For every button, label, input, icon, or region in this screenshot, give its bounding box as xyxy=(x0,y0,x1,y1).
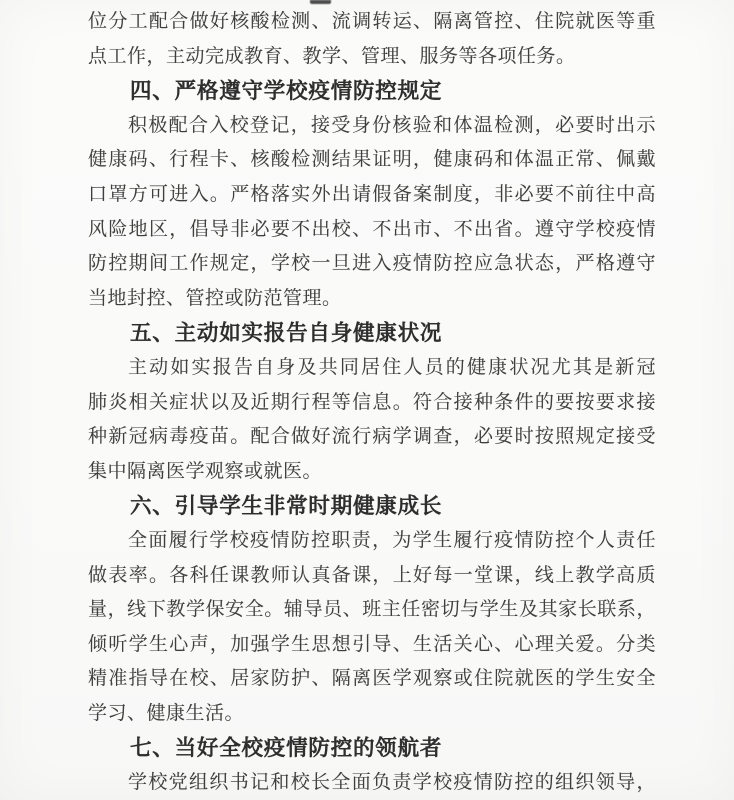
body-line: 点工作，主动完成教育、教学、管理、服务等各项任务。 xyxy=(88,45,576,67)
body-line: 肺炎相关症状以及近期行程等信息。符合接种条件的要按要求接 xyxy=(88,391,656,413)
section-heading-seven: 七、当好全校疫情防控的领航者 xyxy=(130,736,443,761)
body-line: 健康码、行程卡、核酸检测结果证明，健康码和体温正常、佩戴 xyxy=(88,149,656,171)
body-line: 倾听学生心声，加强学生思想引导、生活关心、心理关爱。分类 xyxy=(88,633,656,655)
body-line: 集中隔离医学观察或就医。 xyxy=(88,460,323,482)
body-line: 位分工配合做好核酸检测、流调转运、隔离管控、住院就医等重 xyxy=(88,11,656,32)
body-line: 学习、健康生活。 xyxy=(88,702,245,724)
body-line: 做表率。各科任课教师认真备课，上好每一堂课，线上教学高质 xyxy=(88,564,656,586)
body-line: 当地封控、管控或防范管理。 xyxy=(88,287,342,309)
cut-off-text-artifact xyxy=(310,0,331,4)
body-line: 风险地区，倡导非必要不出校、不出市、不出省。遵守学校疫情 xyxy=(88,218,656,240)
body-line: 种新冠病毒疫苗。配合做好流行病学调查，必要时按照规定接受 xyxy=(88,426,656,448)
body-line: 学校党组织书记和校长全面负责学校疫情防控的组织领导， xyxy=(128,772,656,794)
body-line: 全面履行学校疫情防控职责，为学生履行疫情防控个人责任 xyxy=(128,529,656,551)
section-heading-five: 五、主动如实报告自身健康状况 xyxy=(130,321,443,346)
section-heading-four: 四、严格遵守学校疫情防控规定 xyxy=(130,79,443,104)
body-line: 积极配合入校登记，接受身份核验和体温检测，必要时出示 xyxy=(128,114,656,136)
body-line: 量，线下教学保安全。辅导员、班主任密切与学生及其家长联系， xyxy=(88,599,656,621)
body-line: 防控期间工作规定，学校一旦进入疫情防控应急状态，严格遵守 xyxy=(88,253,656,275)
body-line: 主动如实报告自身及共同居住人员的健康状况尤其是新冠 xyxy=(128,356,656,378)
body-line: 口罩方可进入。严格落实外出请假备案制度，非必要不前往中高 xyxy=(88,183,656,205)
section-heading-six: 六、引导学生非常时期健康成长 xyxy=(130,494,443,519)
document-text-column xyxy=(88,5,656,800)
body-line: 精准指导在校、居家防护、隔离医学观察或住院就医的学生安全 xyxy=(88,668,656,690)
